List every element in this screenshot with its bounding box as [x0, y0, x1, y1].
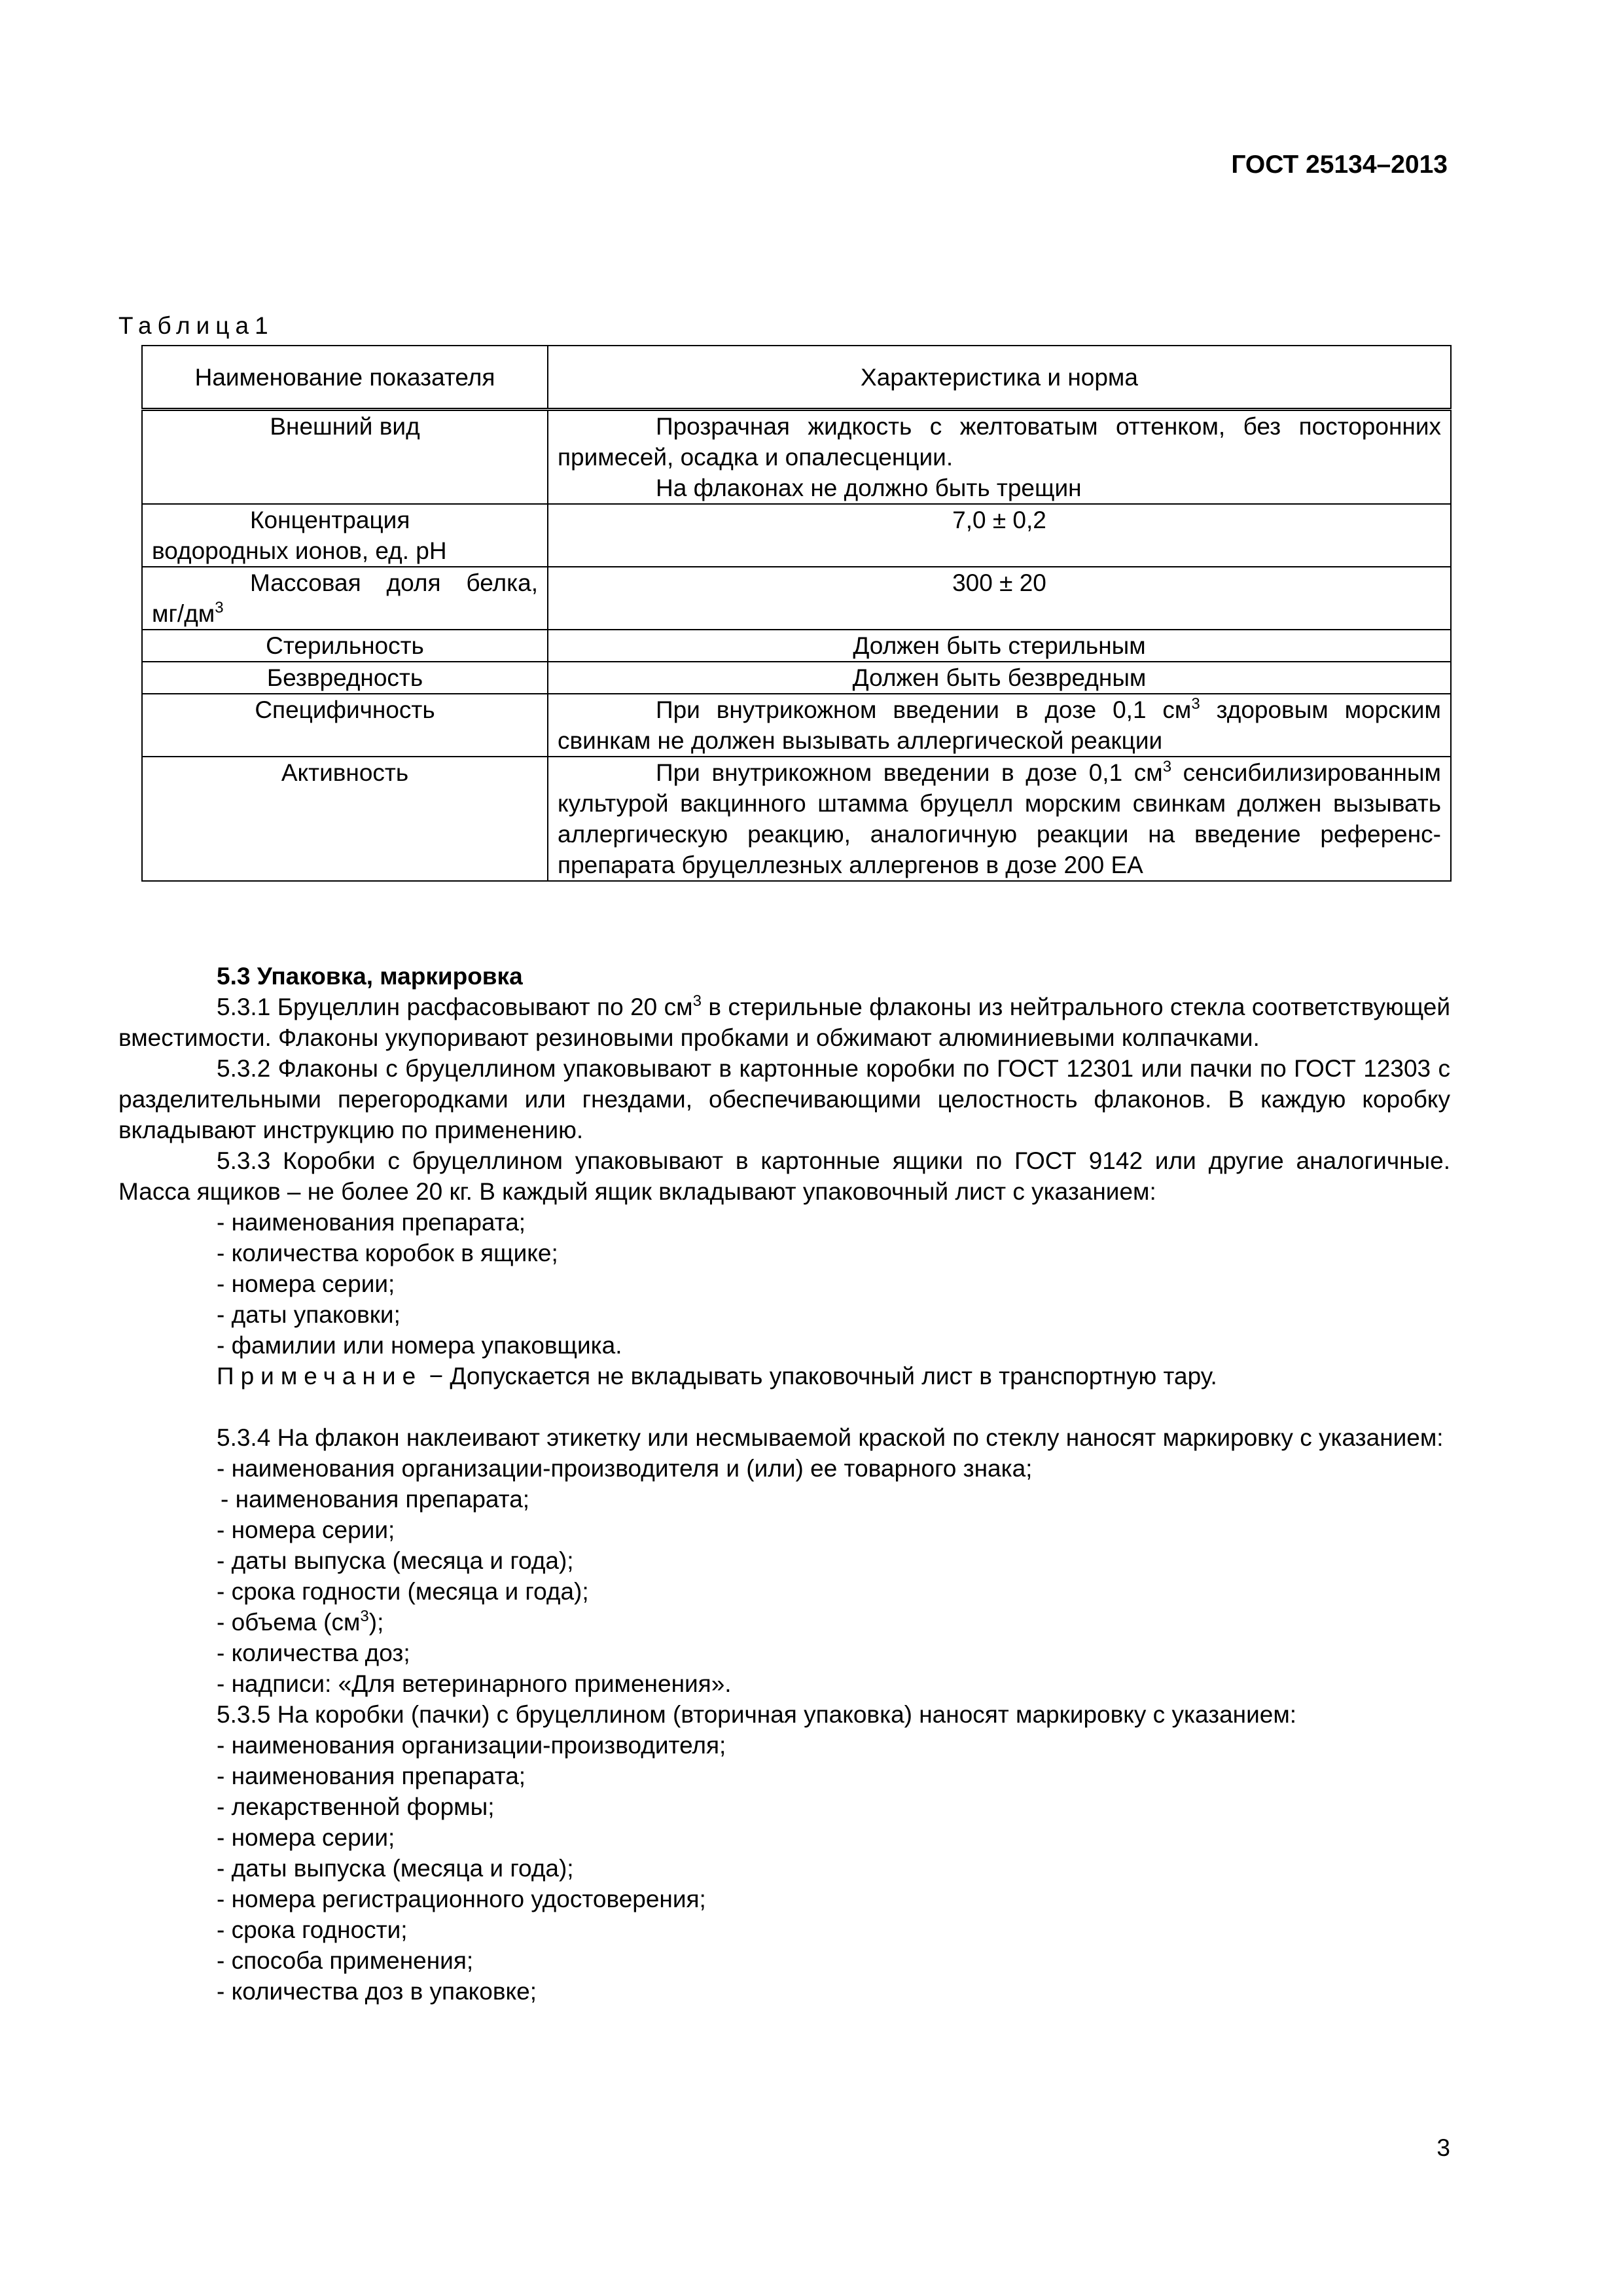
row-value: 300 ± 20: [548, 567, 1451, 630]
row-name: Стерильность: [142, 630, 548, 662]
row-value-text: При внутрикожном введении в дозе 0,1 см: [656, 759, 1163, 786]
list-item: - количества коробок в ящике;: [217, 1240, 558, 1266]
list-item: - даты упаковки;: [217, 1301, 401, 1328]
row-value: [548, 694, 1451, 757]
row-value: 7,0 ± 0,2: [548, 504, 1451, 567]
list-item: - срока годности;: [217, 1916, 408, 1943]
row-name: [142, 567, 548, 630]
column-header-value: Характеристика и норма: [548, 346, 1451, 410]
list-item: [118, 1607, 1450, 1638]
table-row: [142, 694, 1451, 757]
row-name-text: Массовая доля белка, мг/дм: [152, 569, 538, 627]
superscript: 3: [215, 599, 224, 617]
superscript: 3: [360, 1607, 369, 1625]
row-value-line: На флаконах не должно быть трещин: [656, 475, 1082, 501]
superscript: 3: [692, 992, 702, 1010]
list-item: - фамилии или номера упаковщика.: [217, 1332, 622, 1359]
document-code: ГОСТ 25134–2013: [1231, 151, 1448, 179]
list-item: - даты выпуска (месяца и года);: [217, 1855, 574, 1882]
superscript: 3: [1191, 695, 1200, 713]
paragraph-5-3-5: 5.3.5 На коробки (пачки) с бруцеллином (вторичная упаковка) наносят маркировку с указанием:: [217, 1701, 1297, 1728]
list-item: - наименования организации-производителя и (или) ее товарного знака;: [217, 1455, 1033, 1482]
row-name: Внешний вид: [142, 410, 548, 505]
note: [118, 1361, 1450, 1391]
row-name: Безвредность: [142, 662, 548, 694]
list-item: - срока годности (месяца и года);: [217, 1578, 589, 1605]
row-value-line: Прозрачная жидкость с желтоватым оттенком, без посторонних примесей, осадка и опалесценции.: [558, 413, 1441, 471]
list-item: - наименования препарата;: [221, 1486, 530, 1513]
list-item: - количества доз;: [217, 1640, 410, 1666]
table-row: [142, 630, 1451, 662]
table-row: [142, 410, 1451, 505]
list-item: - количества доз в упаковке;: [217, 1978, 537, 2005]
row-name: Активность: [142, 757, 548, 881]
list-item: - номера серии;: [217, 1270, 395, 1297]
section-title: 5.3 Упаковка, маркировка: [217, 963, 523, 990]
row-value-text: сенсибилизированным культурой вакцинного штамма бруцелл морским свинкам должен вызывать аллергическую реакцию, аналогичную реакции на введение референс-препарата бруцеллезных аллергенов в дозе 200 ЕА: [558, 759, 1441, 878]
list-item-text: );: [368, 1609, 384, 1636]
list-item: - надписи: «Для ветеринарного применения».: [217, 1670, 732, 1697]
list-item: - наименования организации-производителя;: [217, 1732, 726, 1759]
row-value: Должен быть стерильным: [548, 630, 1451, 662]
table-row: [142, 567, 1451, 630]
table-caption: Таблица1: [118, 312, 274, 339]
list-item-text: - объема (см: [217, 1609, 361, 1636]
note-label: Примечание: [217, 1363, 423, 1390]
section-body: [118, 961, 1450, 2007]
row-value-text: здоровым морским свинкам не должен вызывать аллергической реакции: [558, 696, 1441, 754]
table-row: [142, 757, 1451, 881]
row-name: Концентрация водородных ионов, ед. рН: [142, 504, 548, 567]
spec-table: [141, 345, 1452, 882]
list-item: - наименования препарата;: [217, 1209, 526, 1236]
superscript: 3: [1162, 758, 1172, 776]
list-item: - даты выпуска (месяца и года);: [217, 1547, 574, 1574]
list-item: - лекарственной формы;: [217, 1793, 495, 1820]
paragraph-text: в стерильные флаконы из нейтрального стекла соответствующей вместимости. Флаконы укупоривают резиновыми пробками и обжимают алюминиевыми колпачками.: [118, 994, 1450, 1051]
row-value: [548, 410, 1451, 505]
table-row: [142, 504, 1451, 567]
row-value-text: При внутрикожном введении в дозе 0,1 см: [656, 696, 1192, 723]
spacer: [118, 1391, 1450, 1422]
note-text: − Допускается не вкладывать упаковочный лист в транспортную тару.: [422, 1363, 1217, 1390]
row-value: Должен быть безвредным: [548, 662, 1451, 694]
list-5-3-4: [118, 1453, 1450, 1699]
list-5-3-3: [118, 1207, 1450, 1361]
paragraph-5-3-1: [118, 992, 1450, 1053]
column-header-name: Наименование показателя: [142, 346, 548, 410]
table-header-row: [142, 346, 1451, 410]
list-item: - номера регистрационного удостоверения;: [217, 1886, 706, 1912]
list-item: - способа применения;: [217, 1947, 474, 1974]
list-item: - номера серии;: [217, 1824, 395, 1851]
list-5-3-5: [118, 1730, 1450, 2007]
paragraph-5-3-4: 5.3.4 На флакон наклеивают этикетку или несмываемой краской по стеклу наносят маркировку с указанием:: [217, 1424, 1444, 1451]
paragraph-5-3-2: 5.3.2 Флаконы с бруцеллином упаковывают в картонные коробки по ГОСТ 12301 или пачки по ГОСТ 12303 с разделительными перегородками или гнездами, обеспечивающими целостность флаконов. В каждую коробку вкладывают инструкцию по применению.: [118, 1055, 1450, 1143]
paragraph-5-3-3: 5.3.3 Коробки с бруцеллином упаковывают в картонные ящики по ГОСТ 9142 или другие аналогичные. Масса ящиков – не более 20 кг. В каждый ящик вкладывают упаковочный лист с указанием:: [118, 1147, 1450, 1205]
row-name: Специфичность: [142, 694, 548, 757]
table-row: [142, 662, 1451, 694]
list-item: - наименования препарата;: [217, 1763, 526, 1789]
row-value: [548, 757, 1451, 881]
page-number: 3: [1436, 2134, 1450, 2161]
paragraph-text: 5.3.1 Бруцеллин расфасовывают по 20 см: [217, 994, 693, 1020]
list-item: - номера серии;: [217, 1516, 395, 1543]
